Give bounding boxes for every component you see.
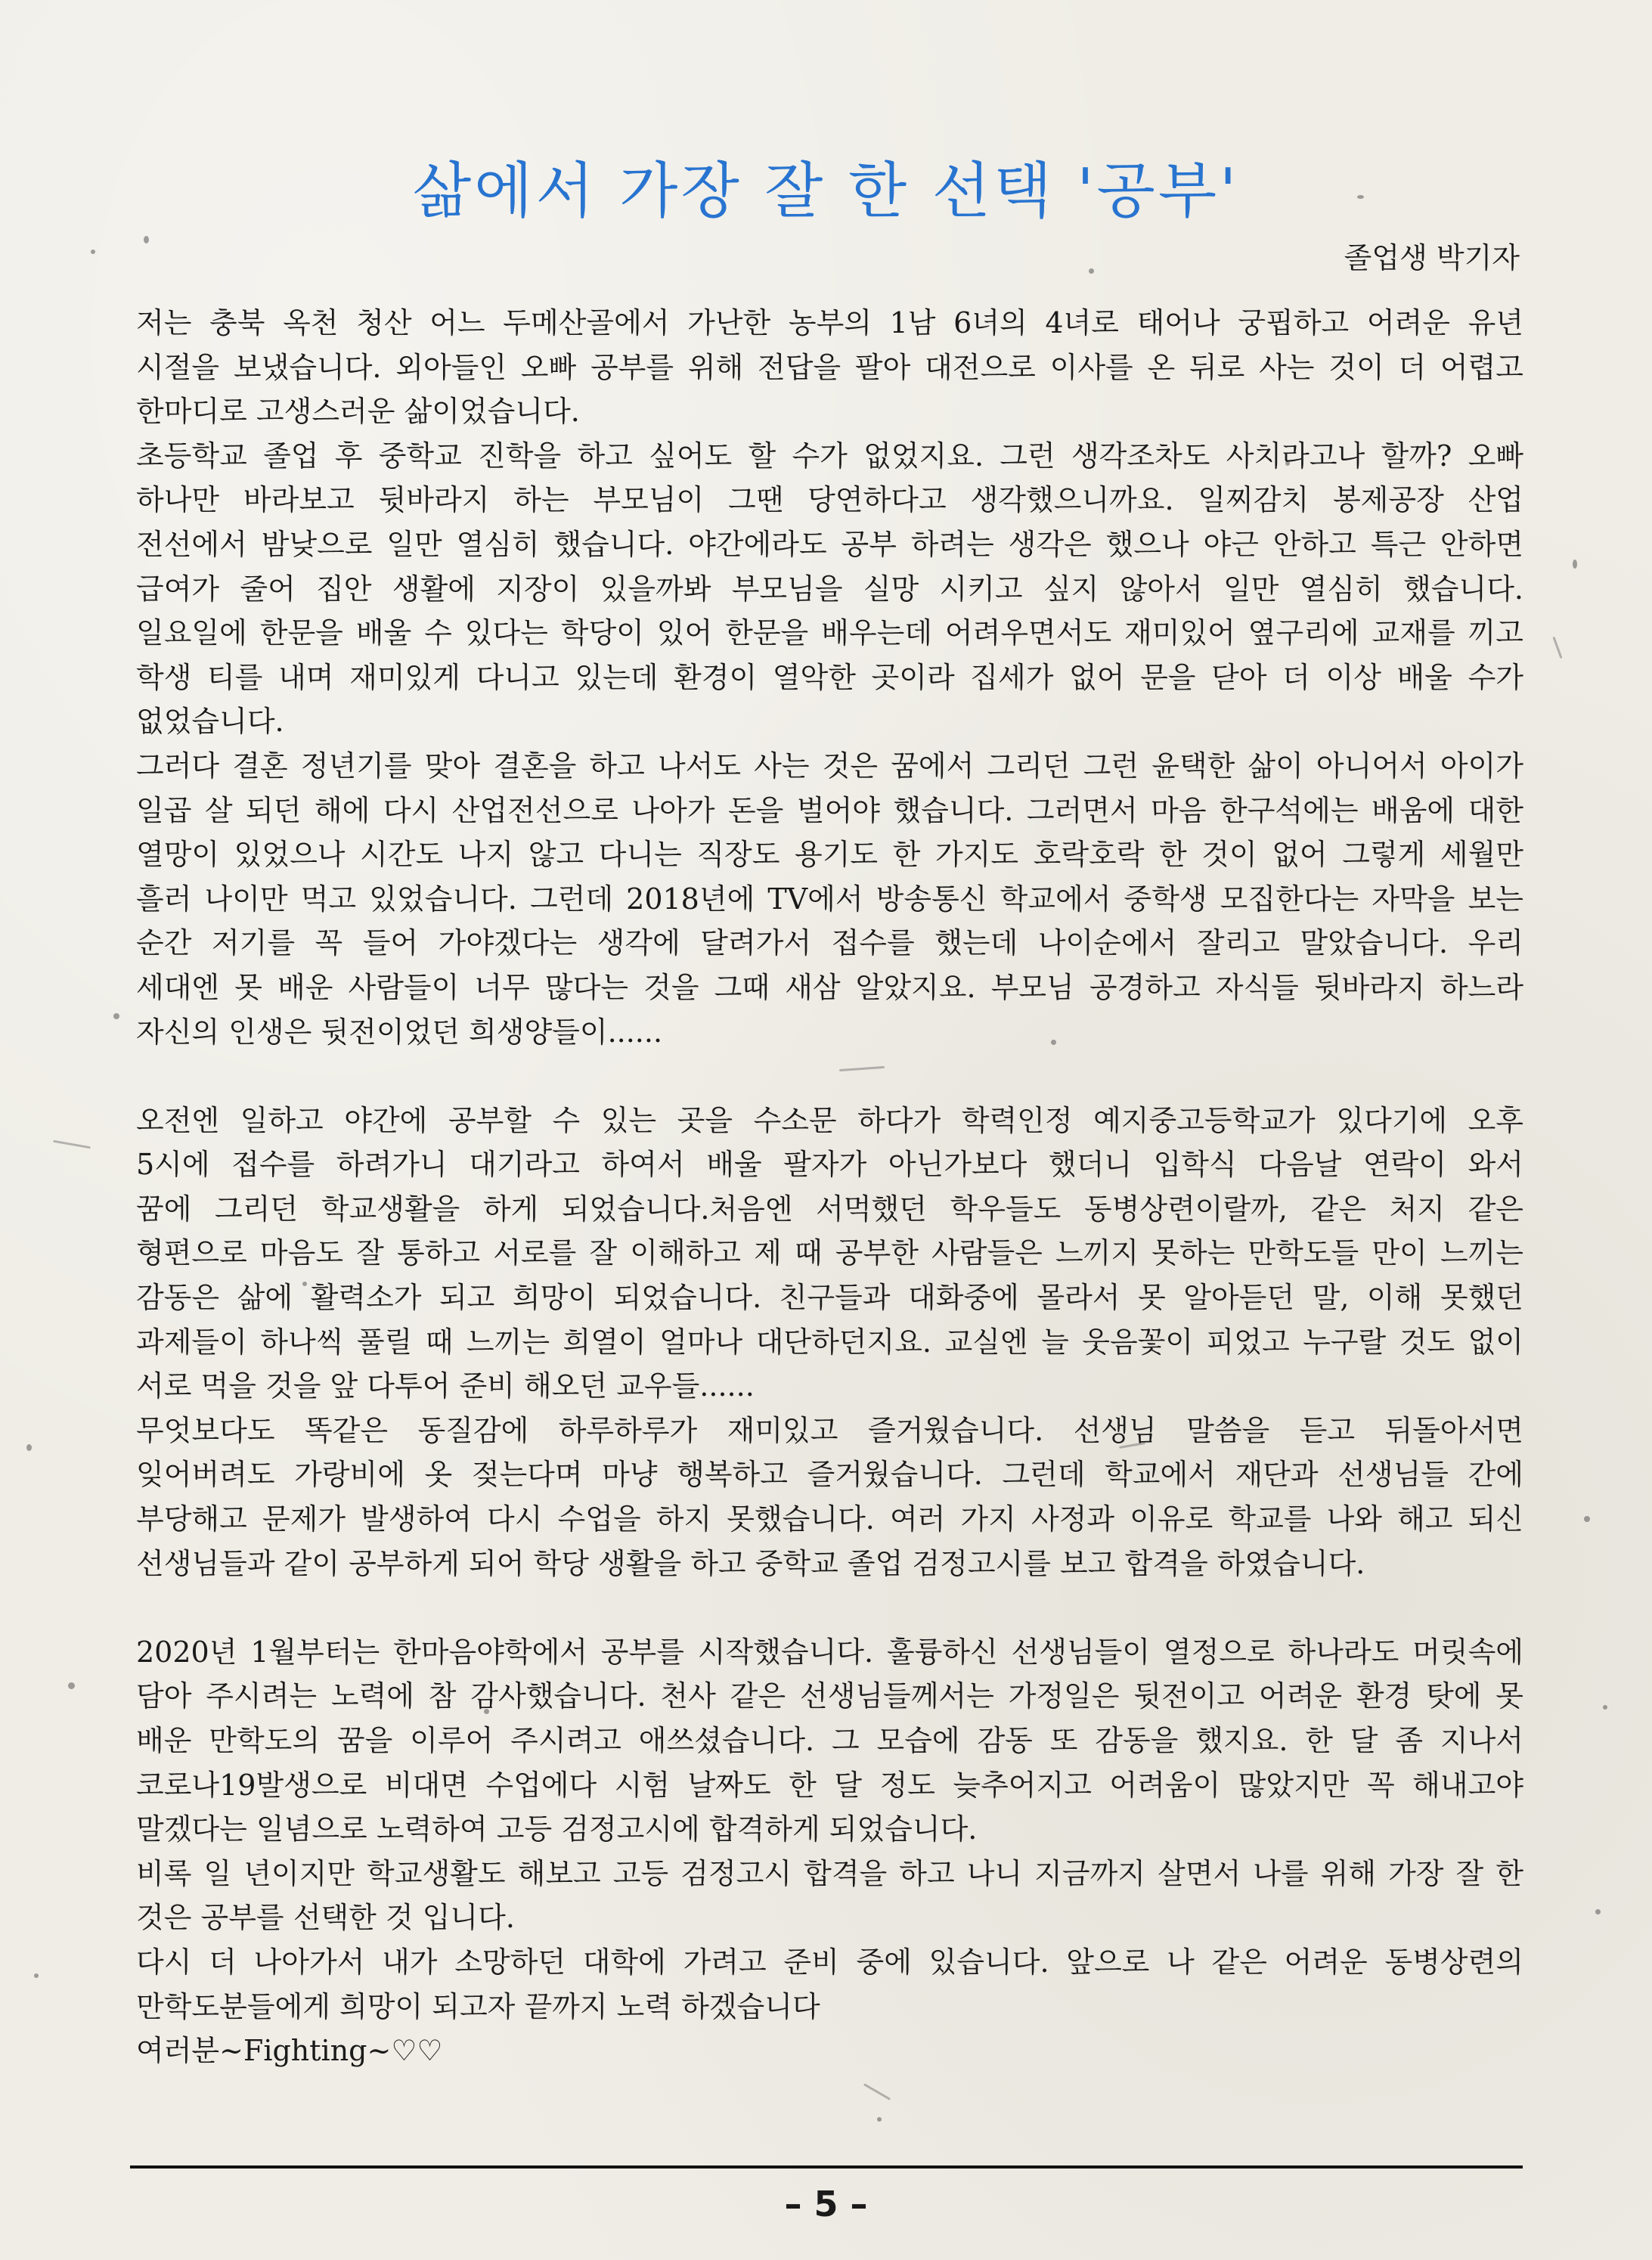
body-line: 말겠다는 일념으로 노력하여 고등 검정고시에 합격하게 되었습니다. — [136, 1812, 978, 1846]
body-line: 감동은 삶에 활력소가 되고 희망이 되었습니다. 친구들과 대화중에 몰라서 못 알아듣던 말, 이해 못했던 — [136, 1281, 1523, 1315]
body-line: 만학도분들에게 희망이 되고자 끝까지 노력 하겠습니다 — [136, 1989, 820, 2023]
body-line: 서로 먹을 것을 앞 다투어 준비 해오던 교우들...... — [136, 1369, 755, 1403]
body-line: 일곱 살 되던 해에 다시 산업전선으로 나아가 돈을 벌어야 했습니다. 그러면서 마음 한구석에는 배움에 대한 — [136, 793, 1523, 827]
body-line: 2020년 1월부터는 한마음야학에서 공부를 시작했습니다. 훌륭하신 선생님들이 열정으로 하나라도 머릿속에 — [136, 1635, 1523, 1669]
body-line: 자신의 인생은 뒷전이었던 희생양들이...... — [136, 1015, 663, 1049]
body-line: 오전엔 일하고 야간에 공부할 수 있는 곳을 수소문 하다가 학력인정 예지중고등학교가 있다기에 오후 — [136, 1103, 1523, 1137]
body-line: 배운 만학도의 꿈을 이루어 주시려고 애쓰셨습니다. 그 모습에 감동 또 감동을 했지요. 한 달 좀 지나서 — [136, 1724, 1523, 1757]
body-line: 꿈에 그리던 학교생활을 하게 되었습니다.처음엔 서먹했던 학우들도 동병상련이랄까, 같은 처지 같은 — [136, 1192, 1523, 1226]
body-line: 일요일에 한문을 배울 수 있다는 학당이 있어 한문을 배우는데 어려우면서도 재미있어 옆구리에 교재를 끼고 — [136, 616, 1523, 650]
body-line: 한마디로 고생스러운 삶이었습니다. — [136, 395, 580, 429]
body-line: 흘러 나이만 먹고 있었습니다. 그런데 2018년에 TV에서 방송통신 학교에서 중학생 모집한다는 자막을 보는 — [136, 882, 1523, 916]
body-line: 5시에 접수를 하려가니 대기라고 하여서 배울 팔자가 아닌가보다 했더니 입학식 다음날 연락이 와서 — [136, 1148, 1523, 1182]
body-line: 초등학교 졸업 후 중학교 진학을 하고 싶어도 할 수가 없었지요. 그런 생각조차도 사치라고나 할까? 오빠 — [136, 439, 1523, 473]
body-line: 저는 충북 옥천 청산 어느 두메산골에서 가난한 농부의 1남 6녀의 4녀로 태어나 궁핍하고 어려운 유년 — [136, 306, 1523, 339]
body-line: 급여가 줄어 집안 생활에 지장이 있을까봐 부모님을 실망 시키고 싶지 않아서 일만 열심히 했습니다. — [136, 572, 1523, 606]
body-line: 없었습니다. — [136, 705, 284, 739]
body-line: 부당해고 문제가 발생하여 다시 수업을 하지 못했습니다. 여러 가지 사정과 이유로 학교를 나와 해고 되신 — [136, 1502, 1523, 1536]
body-line: 다시 더 나아가서 내가 소망하던 대학에 가려고 준비 중에 있습니다. 앞으로 나 같은 어려운 동병상련의 — [136, 1945, 1523, 1979]
body-line: 세대엔 못 배운 사람들이 너무 많다는 것을 그때 새삼 알았지요. 부모님 공경하고 자식들 뒷바라지 하느라 — [136, 970, 1523, 1004]
body-line: 선생님들과 같이 공부하게 되어 학당 생활을 하고 중학교 졸업 검정고시를 보고 합격을 하였습니다. — [136, 1546, 1365, 1580]
author-byline: 졸업생 박기자 — [1344, 241, 1520, 274]
article-title: 삶에서 가장 잘 한 선택 '공부' — [412, 156, 1240, 226]
body-line: 학생 티를 내며 재미있게 다니고 있는데 환경이 열악한 곳이라 집세가 없어 문을 닫아 더 이상 배울 수가 — [136, 660, 1523, 694]
body-line: 시절을 보냈습니다. 외아들인 오빠 공부를 위해 전답을 팔아 대전으로 이사를 온 뒤로 사는 것이 더 어렵고 — [136, 350, 1523, 384]
body-line — [136, 1054, 1523, 1099]
body-line: 그러다 결혼 정년기를 맞아 결혼을 하고 나서도 사는 것은 꿈에서 그리던 그런 윤택한 삶이 아니어서 아이가 — [136, 749, 1523, 783]
body-line: 하나만 바라보고 뒷바라지 하는 부모님이 그땐 당연하다고 생각했으니까요. 일찌감치 봉제공장 산업 — [136, 483, 1523, 517]
body-line: 과제들이 하나씩 풀릴 때 느끼는 희열이 얼마나 대단하던지요. 교실엔 늘 웃음꽃이 피었고 누구랄 것도 없이 — [136, 1325, 1523, 1359]
body-line: 비록 일 년이지만 학교생활도 해보고 고등 검정고시 합격을 하고 나니 지금까지 살면서 나를 위해 가장 잘 한 — [136, 1856, 1523, 1890]
body-line: 잊어버려도 가랑비에 옷 젖는다며 마냥 행복하고 즐거웠습니다. 그런데 학교에서 재단과 선생님들 간에 — [136, 1458, 1523, 1492]
body-line: 전선에서 밤낮으로 일만 열심히 했습니다. 야간에라도 공부 하려는 생각은 했으나 야근 안하고 특근 안하면 — [136, 527, 1523, 561]
body-line: 것은 공부를 선택한 것 입니다. — [136, 1901, 515, 1935]
body-line — [136, 1586, 1523, 1630]
body-line: 담아 주시려는 노력에 참 감사했습니다. 천사 같은 선생님들께서는 가정일은 뒷전이고 어려운 환경 탓에 못 — [136, 1679, 1523, 1713]
footer-divider — [130, 2165, 1523, 2169]
page-number: – 5 – — [784, 2184, 868, 2224]
body-line: 코로나19발생으로 비대면 수업에다 시험 날짜도 한 달 정도 늦추어지고 어려움이 많았지만 꼭 해내고야 — [136, 1768, 1523, 1802]
body-line: 무엇보다도 똑같은 동질감에 하루하루가 재미있고 즐거웠습니다. 선생님 말씀을 듣고 뒤돌아서면 — [136, 1413, 1523, 1447]
body-line: 열망이 있었으나 시간도 나지 않고 다니는 직장도 용기도 한 가지도 호락호락 한 것이 없어 그렇게 세월만 — [136, 838, 1523, 872]
article-body — [136, 301, 1523, 2073]
body-line: 형편으로 마음도 잘 통하고 서로를 잘 이해하고 제 때 공부한 사람들은 느끼지 못하는 만학도들 만이 느끼는 — [136, 1236, 1523, 1270]
body-line: 순간 저기를 꼭 들어 가야겠다는 생각에 달려가서 접수를 했는데 나이순에서 잘리고 말았습니다. 우리 — [136, 926, 1523, 960]
body-line: 여러분~Fighting~♡♡ — [136, 2034, 443, 2068]
